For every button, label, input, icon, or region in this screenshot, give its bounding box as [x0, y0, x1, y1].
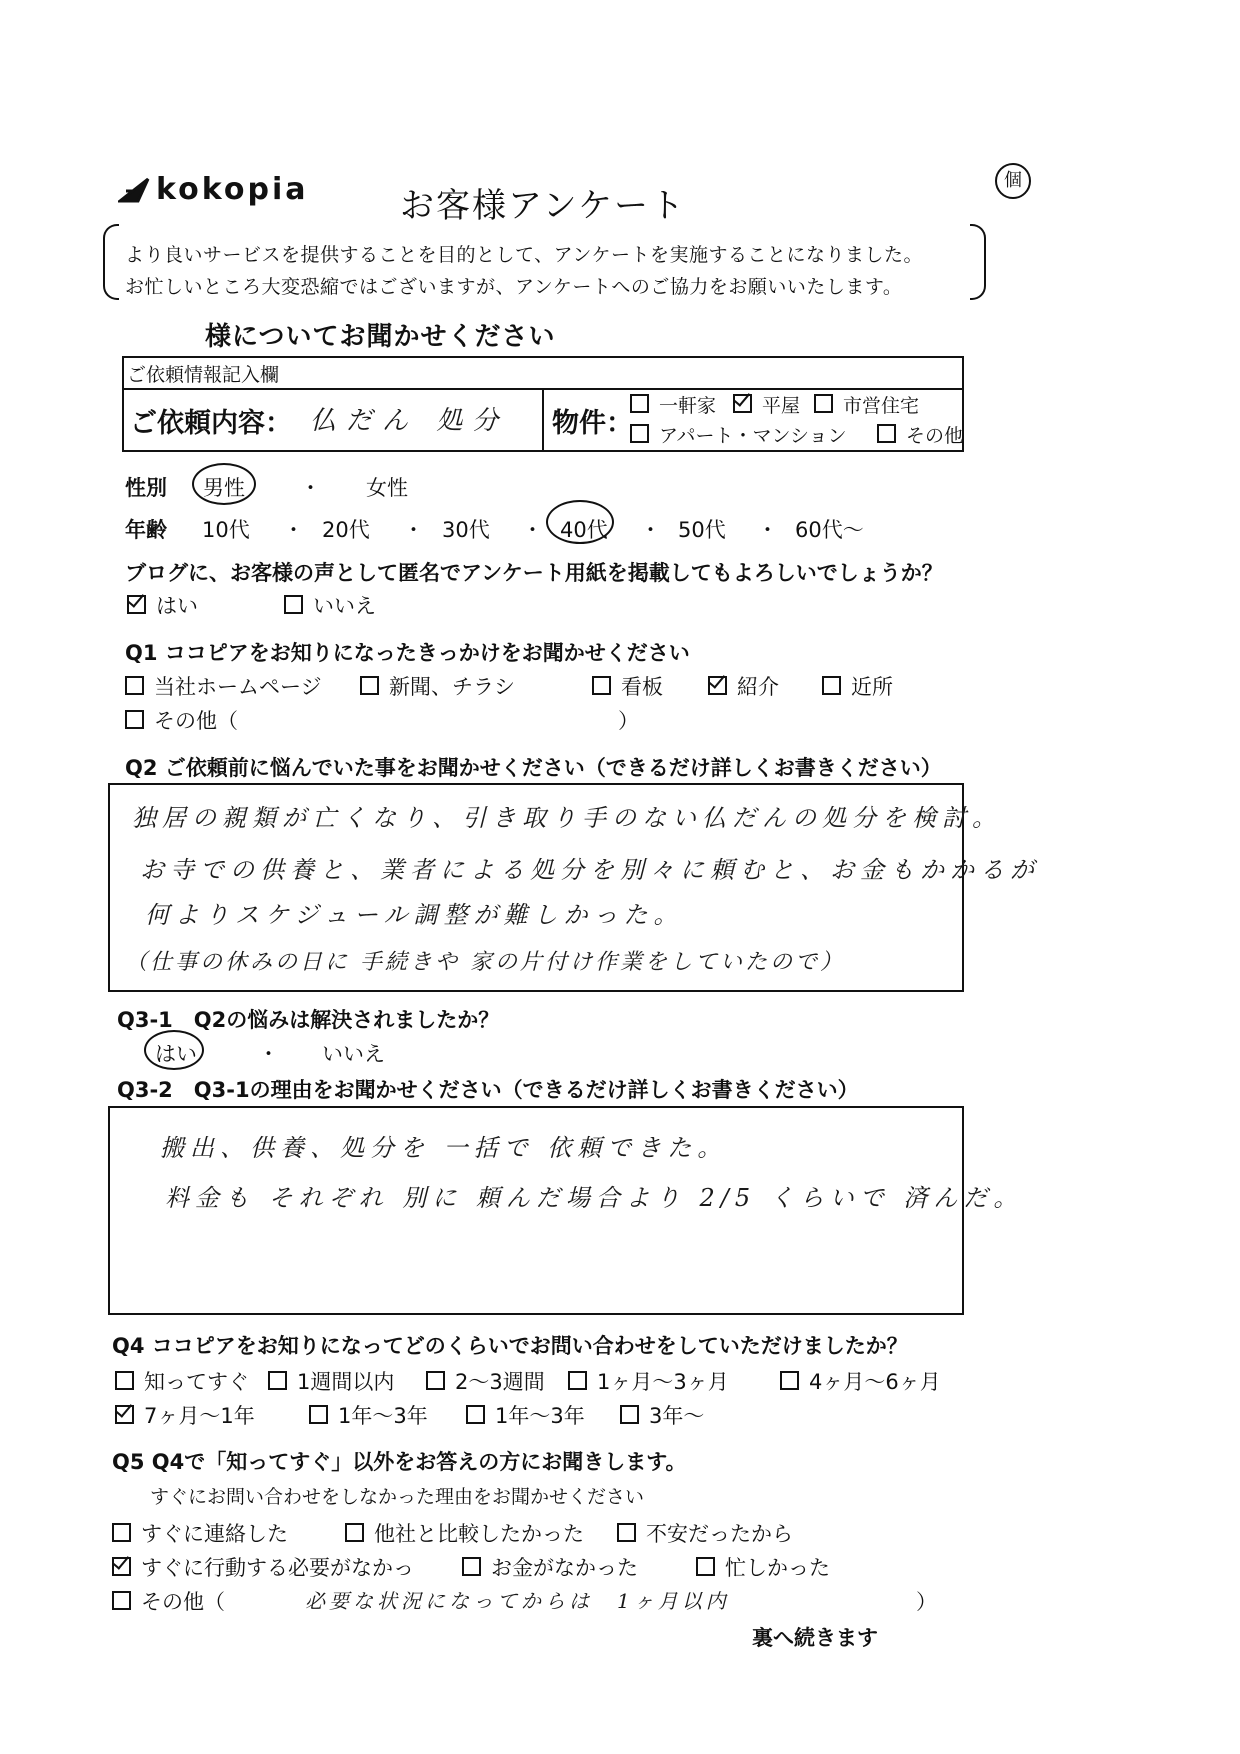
- checkbox-icon[interactable]: [568, 1371, 587, 1390]
- checkbox-icon[interactable]: [426, 1371, 445, 1390]
- checkbox-icon[interactable]: [696, 1557, 715, 1576]
- property-label: 物件：: [552, 408, 633, 439]
- checked-checkbox-icon[interactable]: [127, 595, 146, 614]
- q4-option[interactable]: 1年〜3年: [309, 1400, 428, 1430]
- q5-option[interactable]: すぐに行動する必要がなかっ: [112, 1552, 414, 1582]
- gender-option-female[interactable]: 女性: [366, 476, 408, 500]
- checkbox-icon[interactable]: [112, 1591, 131, 1610]
- q31-option-yes[interactable]: はい: [155, 1042, 197, 1066]
- kojin-mark: 個: [995, 163, 1031, 199]
- property-option-ikkenya[interactable]: 一軒家: [630, 391, 716, 418]
- age-option-20s[interactable]: 20代: [322, 518, 370, 542]
- checked-checkbox-icon[interactable]: [112, 1557, 131, 1576]
- intro-bracket-left: [103, 224, 119, 300]
- q32-question: Q3-2 Q3-1の理由をお聞かせください（できるだけ詳しくお書きください）: [117, 1078, 859, 1102]
- request-content-value[interactable]: 仏だん 処分: [310, 406, 509, 436]
- property-option-apartment[interactable]: アパート・マンション: [630, 421, 847, 448]
- q5-option[interactable]: 忙しかった: [696, 1552, 830, 1582]
- q32-answer-line: 料金も それぞれ 別に 頼んだ場合より 2/5 くらいで 済んだ。: [165, 1184, 1024, 1212]
- property-option-hiraya[interactable]: 平屋: [733, 391, 800, 418]
- q5-option[interactable]: 不安だったから: [617, 1518, 793, 1548]
- intro-line-2: お忙しいところ大変恐縮ではございますが、アンケートへのご協力をお願いいたします。: [125, 276, 903, 298]
- q4-option[interactable]: 知ってすぐ: [115, 1366, 249, 1396]
- q31-sep: ・: [258, 1042, 279, 1066]
- q5-option[interactable]: すぐに連絡した: [112, 1518, 288, 1548]
- page-title: お客様アンケート: [400, 186, 686, 226]
- age-label: 年齢: [125, 518, 167, 542]
- checkbox-icon[interactable]: [112, 1523, 131, 1542]
- q1-option-neighborhood[interactable]: 近所: [822, 671, 893, 701]
- q31-option-no[interactable]: いいえ: [322, 1042, 385, 1066]
- q1-question: Q1 ココピアをお知りになったきっかけをお聞かせください: [125, 641, 690, 665]
- continue-on-back: 裏へ続きます: [752, 1626, 878, 1650]
- q4-option[interactable]: 1年〜3年: [466, 1400, 585, 1430]
- q2-answer-line: （仕事の休みの日に 手続きや 家の片付け作業をしていたので）: [125, 950, 845, 975]
- q31-selected-circle: [144, 1030, 204, 1070]
- property-option-shiei[interactable]: 市営住宅: [814, 391, 919, 418]
- checked-checkbox-icon[interactable]: [733, 394, 752, 413]
- q2-question: Q2 ご依頼前に悩んでいた事をお聞かせください（できるだけ詳しくお書きください）: [125, 756, 942, 780]
- gender-label: 性別: [125, 476, 167, 500]
- q5-other-close: ）: [916, 1590, 937, 1614]
- q1-option-homepage[interactable]: 当社ホームページ: [125, 671, 322, 701]
- age-sep: ・: [757, 518, 778, 542]
- q5-question: Q5 Q4で「知ってすぐ」以外をお答えの方にお聞きします。: [112, 1450, 687, 1474]
- q4-option[interactable]: 4ヶ月〜6ヶ月: [780, 1366, 941, 1396]
- checkbox-icon[interactable]: [360, 676, 379, 695]
- request-content-label: ご依頼内容：: [130, 408, 292, 439]
- blog-option-no[interactable]: いいえ: [284, 590, 376, 620]
- logo-mark-icon: [118, 177, 150, 203]
- checkbox-icon[interactable]: [462, 1557, 481, 1576]
- checkbox-icon[interactable]: [780, 1371, 799, 1390]
- checkbox-icon[interactable]: [115, 1371, 134, 1390]
- blog-option-yes[interactable]: はい: [127, 590, 198, 620]
- q1-other-close: ）: [618, 709, 639, 733]
- checkbox-icon[interactable]: [309, 1405, 328, 1424]
- checkbox-icon[interactable]: [620, 1405, 639, 1424]
- checkbox-icon[interactable]: [125, 710, 144, 729]
- gender-option-male[interactable]: 男性: [203, 476, 245, 500]
- checkbox-icon[interactable]: [617, 1523, 636, 1542]
- age-option-60s[interactable]: 60代〜: [795, 518, 864, 542]
- age-option-50s[interactable]: 50代: [678, 518, 726, 542]
- q2-answer-line: お寺での供養と、業者による処分を別々に頼むと、お金もかかるが: [140, 856, 1040, 884]
- q2-answer-line: 独居の親類が亡くなり、引き取り手のない仏だんの処分を検討。: [132, 804, 1002, 832]
- q1-option-signboard[interactable]: 看板: [592, 671, 663, 701]
- checked-checkbox-icon[interactable]: [708, 676, 727, 695]
- q5-other-answer[interactable]: 必要な状況になってからは 1ヶ月以内: [305, 1589, 730, 1613]
- q31-question: Q3-1 Q2の悩みは解決されましたか？: [117, 1008, 500, 1032]
- customer-heading: 様についてお聞かせください: [205, 322, 556, 352]
- q1-option-other[interactable]: その他（: [125, 705, 238, 735]
- checked-checkbox-icon[interactable]: [115, 1405, 134, 1424]
- checkbox-icon[interactable]: [592, 676, 611, 695]
- age-option-10s[interactable]: 10代: [202, 518, 250, 542]
- age-sep: ・: [283, 518, 304, 542]
- q1-option-newspaper[interactable]: 新聞、チラシ: [360, 671, 515, 701]
- checkbox-icon[interactable]: [822, 676, 841, 695]
- blog-question: ブログに、お客様の声として匿名でアンケート用紙を掲載してもよろしいでしょうか？: [125, 561, 943, 585]
- q5-sub: すぐにお問い合わせをしなかった理由をお聞かせください: [150, 1486, 645, 1508]
- checkbox-icon[interactable]: [630, 394, 649, 413]
- checkbox-icon[interactable]: [284, 595, 303, 614]
- checkbox-icon[interactable]: [630, 424, 649, 443]
- age-option-30s[interactable]: 30代: [442, 518, 490, 542]
- q4-option[interactable]: 7ヶ月〜1年: [115, 1400, 255, 1430]
- age-selected-circle: [546, 500, 614, 544]
- checkbox-icon[interactable]: [814, 394, 833, 413]
- checkbox-icon[interactable]: [466, 1405, 485, 1424]
- gender-sep: ・: [300, 476, 321, 500]
- checkbox-icon[interactable]: [268, 1371, 287, 1390]
- q5-option[interactable]: 他社と比較したかった: [345, 1518, 584, 1548]
- property-option-other[interactable]: その他: [877, 421, 963, 448]
- checkbox-icon[interactable]: [125, 676, 144, 695]
- q4-option[interactable]: 1週間以内: [268, 1366, 394, 1396]
- q5-option[interactable]: お金がなかった: [462, 1552, 638, 1582]
- age-sep: ・: [640, 518, 661, 542]
- age-sep: ・: [403, 518, 424, 542]
- request-info-label: ご依頼情報記入欄: [127, 364, 280, 386]
- age-option-40s[interactable]: 40代: [560, 518, 608, 542]
- q4-question: Q4 ココピアをお知りになってどのくらいでお問い合わせをしていただけましたか？: [112, 1334, 908, 1358]
- gender-selected-circle: [192, 463, 256, 505]
- q4-option[interactable]: 3年〜: [620, 1400, 704, 1430]
- checkbox-icon[interactable]: [877, 424, 896, 443]
- intro-line-1: より良いサービスを提供することを目的として、アンケートを実施することになりました。: [125, 244, 923, 266]
- q2-answer-line: 何よりスケジュール調整が難しかった。: [145, 901, 684, 929]
- q4-option[interactable]: 2〜3週間: [426, 1366, 545, 1396]
- q1-option-referral[interactable]: 紹介: [708, 671, 779, 701]
- request-info-vdivider: [542, 389, 544, 450]
- age-sep: ・: [522, 518, 543, 542]
- q5-option-other[interactable]: その他（: [112, 1586, 225, 1616]
- checkbox-icon[interactable]: [345, 1523, 364, 1542]
- q32-answer-line: 搬出、供養、処分を 一括で 依頼できた。: [160, 1134, 728, 1162]
- logo: [118, 172, 309, 207]
- intro-bracket-right: [970, 224, 986, 300]
- q4-option[interactable]: 1ヶ月〜3ヶ月: [568, 1366, 729, 1396]
- logo-text: kokopia: [156, 172, 309, 207]
